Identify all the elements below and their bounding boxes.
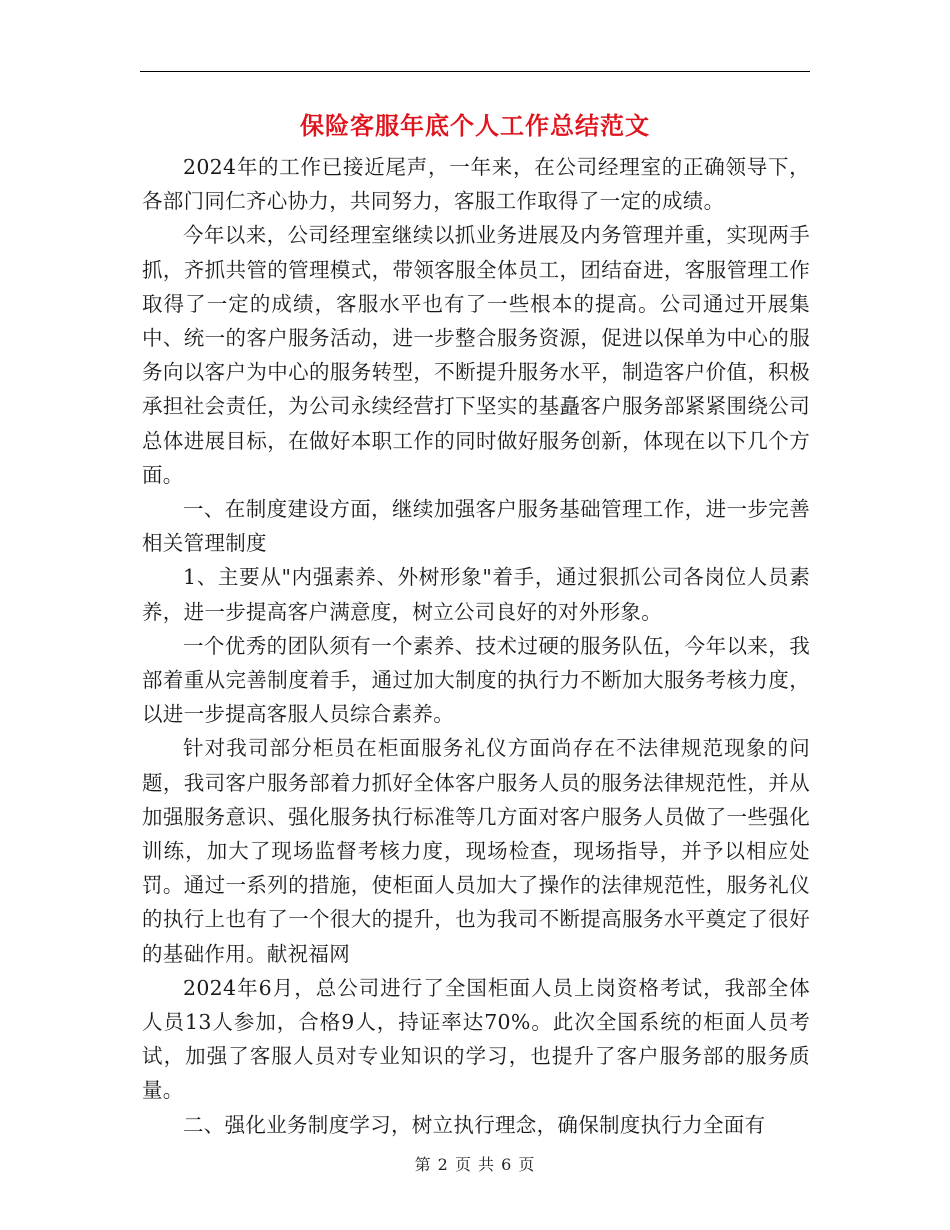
paragraph-intro: 2024年的工作已接近尾声，一年来，在公司经理室的正确领导下，各部门同仁齐心协力，共同努力，客服工作取得了一定的成绩。 bbox=[142, 155, 810, 214]
paragraph-exam: 2024年6月，总公司进行了全国柜面人员上岗资格考试，我部全体人员13人参加，合格9人，持证率达70%。此次全国系统的柜面人员考试，加强了客服人员对专业知识的学习，也提升了客户服务部的服务质量。 bbox=[142, 975, 810, 1103]
section-heading-2: 二、强化业务制度学习，树立执行理念，确保制度执行力全面有 bbox=[183, 1112, 766, 1137]
paragraph-etiquette: 针对我司部分柜员在柜面服务礼仪方面尚存在不法律规范现象的问题，我司客户服务部着力抓好全体客户服务人员的服务法律规范性，并从加强服务意识、强化服务执行标准等几方面对客户服务人员做了一些强化训练，加大了现场监督考核力度，现场检查，现场指导，并予以相应处罚。通过一系列的措施，使柜面人员加大了操作的法律规范性，服务礼仪的执行上也有了一个很大的提升，也为我司不断提高服务水平奠定了很好的基础作用。献祝福网 bbox=[142, 736, 810, 966]
document-body bbox=[142, 150, 810, 1142]
header-rule bbox=[140, 71, 810, 72]
paragraph-item-1: 1、主要从"内强素养、外树形象"着手，通过狠抓公司各岗位人员素养，进一步提高客户满意度，树立公司良好的对外形象。 bbox=[142, 565, 810, 624]
page-footer: 第 2 页 共 6 页 bbox=[414, 1155, 536, 1174]
paragraph-overview: 今年以来，公司经理室继续以抓业务进展及内务管理并重，实现两手抓，齐抓共管的管理模式，带领客服全体员工，团结奋进，客服管理工作取得了一定的成绩，客服水平也有了一些根本的提高。公司通过开展集中、统一的客户服务活动，进一步整合服务资源，促进以保单为中心的服务向以客户为中心的服务转型，不断提升服务水平，制造客户价值，积极承担社会责任，为公司永续经营打下坚实的基矗客户服务部紧紧围绕公司总体进展目标，在做好本职工作的同时做好服务创新，体现在以下几个方面。 bbox=[142, 223, 810, 487]
document-title: 保险客服年底个人工作总结范文 bbox=[300, 111, 650, 140]
section-heading-1: 一、在制度建设方面，继续加强客户服务基础管理工作，进一步完善相关管理制度 bbox=[142, 497, 810, 556]
paragraph-team: 一个优秀的团队须有一个素养、技术过硬的服务队伍，今年以来，我部着重从完善制度着手，通过加大制度的执行力不断加大服务考核力度，以进一步提高客服人员综合素养。 bbox=[142, 633, 810, 727]
